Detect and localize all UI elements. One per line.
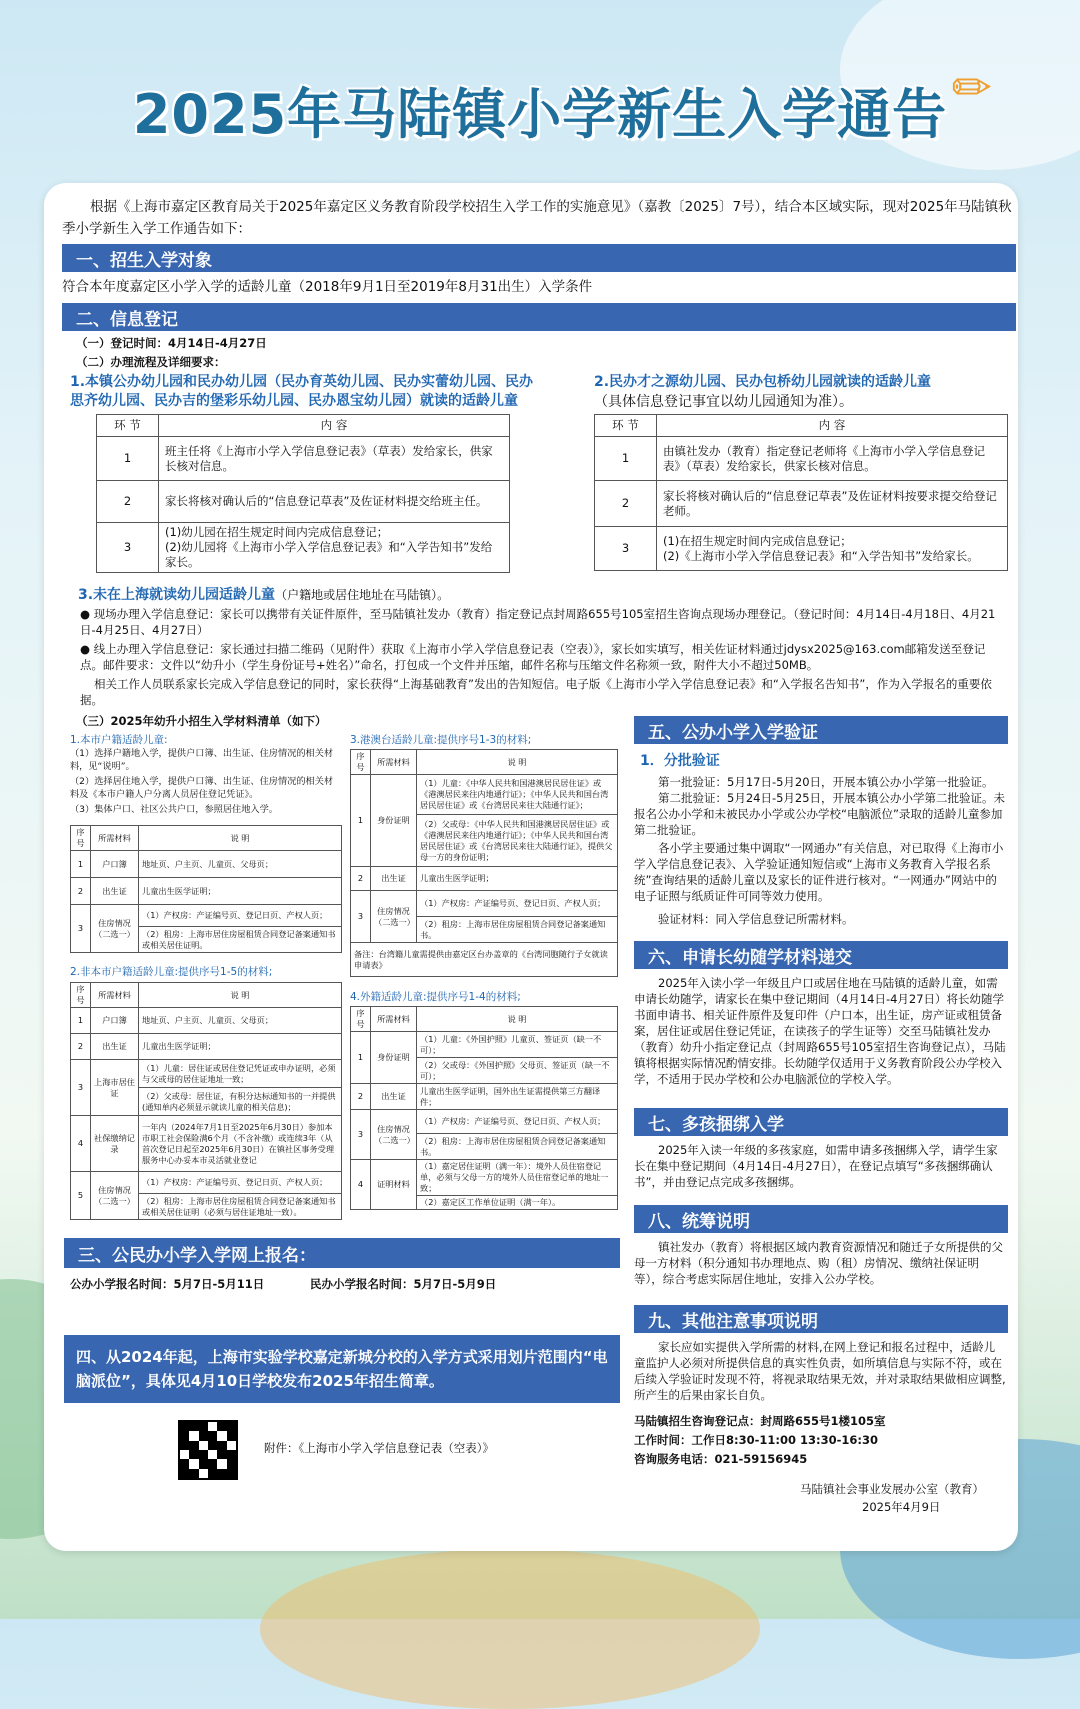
table-row bbox=[97, 523, 510, 573]
step-no: 1 bbox=[97, 437, 159, 481]
table-row bbox=[351, 1084, 618, 1110]
cell-desc: （2）租房：上海市居住房屋租赁合同登记备案通知书。 bbox=[417, 1134, 618, 1160]
table-row bbox=[97, 481, 510, 523]
m3-title: 3.港澳台适龄儿童:提供序号1-3的材料; bbox=[350, 734, 532, 746]
m1-title: 1.本市户籍适龄儿童: bbox=[70, 734, 168, 746]
table-row bbox=[71, 1116, 342, 1172]
group2-title: 2.民办才之源幼儿园、民办包桥幼儿园就读的适龄儿童 bbox=[594, 374, 932, 390]
work-hours: 工作时间：工作日8:30-11:00 13:30-16:30 bbox=[634, 1433, 878, 1447]
table-row bbox=[351, 891, 618, 917]
cell-material: 出生证 bbox=[371, 1084, 417, 1110]
cell-desc: 地址页、户主页、儿童页、父母页； bbox=[139, 851, 342, 878]
cell-desc: （1）产权房：产证编号页、登记日页、产权人页； bbox=[139, 905, 342, 927]
step-no: 2 bbox=[97, 481, 159, 523]
cell-no: 1 bbox=[71, 851, 91, 878]
cell-no: 3 bbox=[351, 1110, 371, 1160]
cell-desc: 地址页、户主页、儿童页、父母页； bbox=[139, 1008, 342, 1034]
th-step: 环 节 bbox=[97, 415, 159, 437]
cell-material: 户口簿 bbox=[91, 851, 139, 878]
step-content: (1)在招生规定时间内完成信息登记； (2)《上海市小学入学信息登记表》和“入学告知书”发给家长。 bbox=[657, 527, 1008, 571]
cell-no: 1 bbox=[351, 775, 371, 867]
cell-desc: （2）租房：上海市居住房屋租赁合同登记备案通知书或相关居住证明。 bbox=[139, 927, 342, 953]
section6-header: 六、申请长幼随学材料递交 bbox=[634, 941, 1008, 969]
pencil-icon: ✏ bbox=[951, 60, 992, 116]
bg-books bbox=[260, 1549, 760, 1709]
cell-desc: 儿童出生医学证明； bbox=[139, 878, 342, 905]
cell-no: 1 bbox=[351, 1032, 371, 1084]
attachment-label: 附件：《上海市小学入学信息登记表（空表）》 bbox=[264, 1441, 494, 1455]
cell-desc: （2）父或母：居住证，有积分达标通知书的一并提供(通知单内必须显示就读儿童的相关信息)； bbox=[139, 1088, 342, 1116]
cell-material: 住房情况（二选一） bbox=[91, 905, 139, 953]
table-row bbox=[351, 775, 618, 815]
cell-no: 1 bbox=[71, 1008, 91, 1034]
th-desc: 说 明 bbox=[417, 1007, 618, 1032]
cell-no: 2 bbox=[351, 867, 371, 891]
group3-bullet2: ● 线上办理入学信息登记：家长通过扫描二维码（见附件）获取《上海市小学入学信息登记表（空表）》，家长如实填写，相关佐证材料通过jdysx2025@163.com邮箱发送至登记点。邮件要求：文件以“幼升小（学生身份证号+姓名）”命名，打包成一个文件并压缩，邮件名称与压缩文件名称须一致，附件大小不超过50MB。 bbox=[80, 642, 986, 672]
cell-desc: （2）租房：上海市居住房屋租赁合同登记备案通知书。 bbox=[417, 917, 618, 943]
public-signup-time: 公办小学报名时间：5月7日-5月11日 bbox=[70, 1277, 265, 1291]
cell-no: 2 bbox=[71, 1034, 91, 1060]
cell-desc: 儿童出生医学证明； bbox=[417, 867, 618, 891]
section7-header: 七、多孩捆绑入学 bbox=[634, 1108, 1008, 1136]
table-row bbox=[595, 527, 1008, 571]
step-content: 家长将核对确认后的“信息登记草表”及佐证材料按要求提交给登记老师。 bbox=[657, 481, 1008, 527]
step-no: 3 bbox=[97, 523, 159, 573]
cell-material: 住房情况（二选一） bbox=[371, 1110, 417, 1160]
cell-material: 住房情况（二选一） bbox=[371, 891, 417, 943]
step-content: (1)幼儿园在招生规定时间内完成信息登记； (2)幼儿园将《上海市小学入学信息登记表》和“入学告知书”发给家长。 bbox=[159, 523, 510, 573]
m3-table bbox=[350, 749, 618, 977]
step-no: 2 bbox=[595, 481, 657, 527]
section1-text: 符合本年度嘉定区小学入学的适龄儿童（2018年9月1日至2019年8月31出生）入学条件 bbox=[62, 279, 593, 295]
th-material: 所需材料 bbox=[371, 1007, 417, 1032]
consult-phone: 咨询服务电话：021-59156945 bbox=[634, 1452, 808, 1466]
cell-no: 4 bbox=[71, 1116, 91, 1172]
cell-material: 身份证明 bbox=[371, 1032, 417, 1084]
cell-material: 身份证明 bbox=[371, 775, 417, 867]
process-label: （二）办理流程及详细要求： bbox=[76, 355, 226, 369]
section9-header: 九、其他注意事项说明 bbox=[634, 1305, 1008, 1333]
section3-header: 三、公民办小学入学网上报名： bbox=[64, 1238, 620, 1268]
cell-no: 3 bbox=[71, 905, 91, 953]
cell-no: 4 bbox=[351, 1160, 371, 1210]
cell-material: 住房情况（二选一） bbox=[91, 1172, 139, 1220]
table-row bbox=[71, 1172, 342, 1194]
table-row bbox=[71, 1008, 342, 1034]
cell-material: 户口簿 bbox=[91, 1008, 139, 1034]
cell-desc: （1）产权房：产证编号页、登记日页、产权人页； bbox=[417, 891, 618, 917]
cell-desc: 一年内（2024年7月1日至2025年6月30日）参加本市职工社会保险满6个月（不含补缴）或连续3年（从首次登记日起至2025年6月30日）在镇社区事务受理服务中心办妥本市灵活就业登记 bbox=[139, 1116, 342, 1172]
process-table-2 bbox=[594, 414, 1008, 571]
cell-material: 出生证 bbox=[91, 878, 139, 905]
m3-note: 备注：台湾籍儿童需提供由嘉定区台办盖章的《台湾同胞随行子女就读申请表》 bbox=[351, 943, 618, 977]
cell-no: 3 bbox=[71, 1060, 91, 1116]
group1-title: 1.本镇公办幼儿园和民办幼儿园（民办育英幼儿园、民办实蕾幼儿园、民办思齐幼儿园、民办吉的堡彩乐幼儿园、民办恩宝幼儿园）就读的适龄儿童 bbox=[70, 374, 534, 409]
table-row bbox=[71, 878, 342, 905]
cell-desc: （1）儿童：居住证或居住登记凭证或申办证明，必须与父或母的居住证地址一致； bbox=[139, 1060, 342, 1088]
table-row bbox=[595, 481, 1008, 527]
cell-desc: 儿童出生医学证明； bbox=[139, 1034, 342, 1060]
m2-table bbox=[70, 982, 342, 1220]
th-content: 内 容 bbox=[657, 415, 1008, 437]
section5-header: 五、公办小学入学验证 bbox=[634, 716, 1008, 744]
th-desc: 说 明 bbox=[139, 983, 342, 1008]
cell-material: 出生证 bbox=[91, 1034, 139, 1060]
cell-material: 证明材料 bbox=[371, 1160, 417, 1210]
section9-text: 家长应如实提供入学所需的材料,在网上登记和报名过程中，适龄儿童监护人必须对所提供信息的真实性负责，如所填信息与实际不符，或在后续入学验证时发现不符，将视录取结果无效，并对录取结果做相应调整,所产生的后果由家长自负。 bbox=[634, 1340, 1006, 1402]
cell-desc: （2）嘉定区工作单位证明（满一年）。 bbox=[417, 1196, 618, 1210]
group2-note: （具体信息登记事宜以幼儿园通知为准）。 bbox=[594, 394, 853, 410]
table-row bbox=[351, 867, 618, 891]
table-row bbox=[351, 1160, 618, 1196]
cell-no: 5 bbox=[71, 1172, 91, 1220]
th-no: 序号 bbox=[351, 1007, 371, 1032]
m1-table bbox=[70, 825, 342, 953]
cell-desc: （1）儿童：《外国护照》儿童页、签证页（缺一不可）； bbox=[417, 1032, 618, 1058]
step-no: 1 bbox=[595, 437, 657, 481]
m2-title: 2.非本市户籍适龄儿童:提供序号1-5的材料; bbox=[70, 966, 273, 978]
cell-desc: （1）产权房：产证编号页、登记日页、产权人页； bbox=[417, 1110, 618, 1134]
cell-desc: （2）租房：上海市居住房屋租赁合同登记备案通知书或相关居住证明（必须与居住证地址一致）。 bbox=[139, 1194, 342, 1220]
group3-title-text: 3.未在上海就读幼儿园适龄儿童 bbox=[78, 587, 276, 603]
private-signup-time: 民办小学报名时间：5月7日-5月9日 bbox=[310, 1277, 497, 1291]
section2-header: 二、信息登记 bbox=[62, 303, 1016, 331]
step-content: 班主任将《上海市小学入学信息登记表》（草表）发给家长，供家长核对信息。 bbox=[159, 437, 510, 481]
group3-bullet3: 相关工作人员联系家长完成入学信息登记的同时，家长获得“上海基础教育”发出的告知短信。电子版《上海市小学入学信息登记表》和“入学报名告知书”，作为入学报名的重要依据。 bbox=[80, 677, 992, 707]
register-time: （一）登记时间：4月14日-4月27日 bbox=[76, 336, 267, 350]
cell-desc: （1）嘉定居住证明（满一年）：境外人员住宿登记单，必须与父母一方的境外人员住宿登记单的地址一致； bbox=[417, 1160, 618, 1196]
cell-no: 2 bbox=[71, 878, 91, 905]
cell-material: 社保缴纳记录 bbox=[91, 1116, 139, 1172]
table-row bbox=[71, 905, 342, 927]
page-title: 2025年马陆镇小学新生入学通告 bbox=[132, 83, 948, 146]
section8-text: 镇社发办（教育）将根据区域内教育资源情况和随迁子女所提供的父母一方材料（积分通知书办理地点、购（租）房情况、缴纳社保证明等），综合考虑实际居住地址，安排入公办学校。 bbox=[634, 1240, 1003, 1286]
table-row bbox=[351, 1032, 618, 1058]
section7-text: 2025年入读一年级的多孩家庭，如需申请多孩捆绑入学，请学生家长在集中登记期间（4月14日-4月27日），在登记点填写“多孩捆绑确认书”，并由登记点完成多孩捆绑。 bbox=[634, 1143, 998, 1189]
group3-bullet1: ● 现场办理入学信息登记：家长可以携带有关证件原件，至马陆镇社发办（教育）指定登记点封周路655号105室招生咨询点现场办理登记。（登记时间：4月14日-4月18日、4月21日-4月25日、4月27日） bbox=[80, 607, 996, 637]
cell-desc: 儿童出生医学证明，国外出生证需提供第三方翻译件； bbox=[417, 1084, 618, 1110]
cell-material: 出生证 bbox=[371, 867, 417, 891]
m1-note1: （1）选择户籍地入学，提供户口簿、出生证、住房情况的相关材料，见“说明”。 bbox=[70, 748, 334, 772]
section5-p2: 第二批验证：5月24日-5月25日，开展本镇公办小学第二批验证。未报名公办小学和未被民办小学或公办学校“电脑派位”录取的适龄儿童参加第二批验证。 bbox=[634, 791, 1006, 837]
cell-material: 上海市居住证 bbox=[91, 1060, 139, 1116]
cell-desc: （2）父或母：《外国护照》父母页、签证页（缺一不可）； bbox=[417, 1058, 618, 1084]
th-content: 内 容 bbox=[159, 415, 510, 437]
cell-no: 2 bbox=[351, 1084, 371, 1110]
cell-desc: （1）产权房：产证编号页、登记日页、产权人页； bbox=[139, 1172, 342, 1194]
group3-note: （户籍地或居住地址在马陆镇）。 bbox=[275, 588, 450, 602]
section5-sub: 1．分批验证 bbox=[640, 753, 720, 769]
th-step: 环 节 bbox=[595, 415, 657, 437]
material-list-title: （三）2025年幼升小招生入学材料清单（如下） bbox=[76, 714, 327, 728]
step-no: 3 bbox=[595, 527, 657, 571]
table-row bbox=[71, 1060, 342, 1088]
th-material: 所需材料 bbox=[91, 983, 139, 1008]
th-desc: 说 明 bbox=[417, 750, 618, 775]
step-content: 由镇社发办（教育）指定登记老师将《上海市小学入学信息登记表》（草表）发给家长，供家长核对信息。 bbox=[657, 437, 1008, 481]
section5-p4: 验证材料：同入学信息登记所需材料。 bbox=[658, 912, 854, 926]
qr-code[interactable] bbox=[178, 1420, 238, 1480]
m1-note2: （2）选择居住地入学，提供户口簿、出生证、住房情况的相关材料及《本市户籍人户分离人员居住登记凭证》。 bbox=[70, 776, 334, 800]
section4-box: 四、从2024年起，上海市实验学校嘉定新城分校的入学方式采用划片范围内“电脑派位”，具体见4月10日学校发布2025年招生简章。 bbox=[64, 1335, 620, 1403]
cell-desc: （1）儿童：《中华人民共和国港澳居民居住证》或《港澳居民来往内地通行证》；《中华人民共和国台湾居民居住证》或《台湾居民来往大陆通行证》； bbox=[417, 775, 618, 815]
table-row bbox=[97, 437, 510, 481]
th-no: 序号 bbox=[71, 983, 91, 1008]
section5-p3: 各小学主要通过集中调取“一网通办”有关信息，对已取得《上海市小学入学信息登记表》、入学验证通知短信或“上海市义务教育入学报名系统”查询结果的适龄儿童以及家长的证件进行核对。“一网通办”网站中的电子证照与纸质证件可同等效力使用。 bbox=[634, 841, 1004, 903]
cell-desc: （2）父或母：《中华人民共和国港澳居民居住证》或《港澳居民来往内地通行证》；《中华人民共和国台湾居民居住证》或《台湾居民来往大陆通行证》，提供父母一方的身份证明； bbox=[417, 815, 618, 867]
section1-header: 一、招生入学对象 bbox=[62, 244, 1016, 272]
th-no: 序号 bbox=[71, 826, 91, 851]
table-row bbox=[71, 851, 342, 878]
section8-header: 八、统筹说明 bbox=[634, 1205, 1008, 1233]
step-content: 家长将核对确认后的“信息登记草表”及佐证材料提交给班主任。 bbox=[159, 481, 510, 523]
th-material: 所需材料 bbox=[371, 750, 417, 775]
table-row bbox=[71, 1034, 342, 1060]
group3-title bbox=[78, 586, 449, 605]
consult-location: 马陆镇招生咨询登记点：封周路655号1楼105室 bbox=[634, 1414, 886, 1428]
intro-text: 根据《上海市嘉定区教育局关于2025年嘉定区义务教育阶段学校招生入学工作的实施意见》（嘉教〔2025〕7号），结合本区域实际，现对2025年马陆镇秋季小学新生入学工作通告如下： bbox=[62, 199, 1012, 237]
table-row bbox=[351, 1110, 618, 1134]
m4-table bbox=[350, 1006, 618, 1210]
issuer-org: 马陆镇社会事业发展办公室（教育） bbox=[800, 1482, 984, 1496]
m4-title: 4.外籍适龄儿童:提供序号1-4的材料; bbox=[350, 991, 521, 1003]
issue-date: 2025年4月9日 bbox=[862, 1500, 941, 1514]
th-desc: 说 明 bbox=[139, 826, 342, 851]
section6-text: 2025年入读小学一年级且户口或居住地在马陆镇的适龄儿童，如需申请长幼随学，请家长在集中登记期间（4月14日-4月27日）将长幼随学书面申请书、相关证件原件及复印件（户口本，出生证，房产证或租赁备案，居住证或居住登记凭证，在读孩子的学生证等）交至马陆镇社发办（教育）幼升小指定登记点（封周路655号105室招生咨询登记点），马陆镇将根据实际情况酌情安排。长幼随学仅适用于义务教育阶段公办学校入学，不适用于民办学校和公办电脑派位的学校入学。 bbox=[634, 976, 1006, 1086]
table-row bbox=[351, 943, 618, 977]
process-table-1 bbox=[96, 414, 510, 573]
th-material: 所需材料 bbox=[91, 826, 139, 851]
th-no: 序号 bbox=[351, 750, 371, 775]
table-row bbox=[595, 437, 1008, 481]
section5-p1: 第一批验证：5月17日-5月20日，开展本镇公办小学第一批验证。 bbox=[658, 775, 994, 789]
cell-no: 3 bbox=[351, 891, 371, 943]
m1-note3: （3）集体户口、社区公共户口，参照居住地入学。 bbox=[70, 804, 278, 815]
